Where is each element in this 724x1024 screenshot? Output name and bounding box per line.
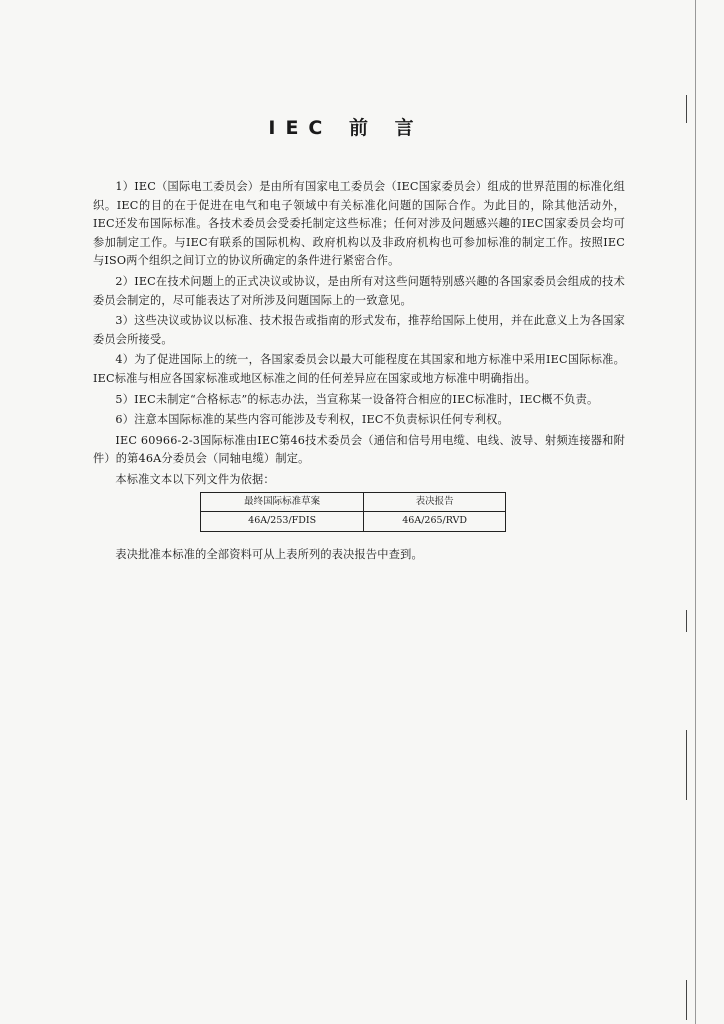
table-header-fdis: 最终国际标准草案 [201, 492, 364, 512]
table-header-rvd: 表决报告 [364, 492, 506, 512]
paragraph-4: 4）为了促进国际上的统一，各国家委员会以最大可能程度在其国家和地方标准中采用IEC国际标准。IEC标准与相应各国家标准或地区标准之间的任何差异应在国家或地方标准中明确指出。 [93, 353, 625, 385]
table-cell-fdis: 46A/253/FDIS [201, 512, 364, 532]
scan-edge-mark [686, 730, 687, 800]
paragraph-3: 3）这些决议或协议以标准、技术报告或指南的形式发布，推荐给国际上使用，并在此意义上为各国家委员会所接受。 [93, 314, 625, 346]
table-header-row [201, 492, 506, 512]
paragraph-5: 5）IEC未制定“合格标志”的标志办法，当宣称某一设备符合相应的IEC标准时，IEC概不负责。 [115, 392, 599, 406]
table-row [201, 512, 506, 532]
foreword-body [93, 178, 625, 566]
closing-paragraph: 表决批准本标准的全部资料可从上表所列的表决报告中查到。 [115, 547, 423, 561]
paragraph-2: 2）IEC在技术问题上的正式决议或协议，是由所有对这些问题特别感兴趣的各国家委员会组成的技术委员会制定的，尽可能表达了对所涉及问题国际上的一致意见。 [93, 274, 625, 307]
table-cell-rvd: 46A/265/RVD [364, 512, 506, 532]
scan-edge-mark [686, 610, 687, 632]
paragraph-7: IEC 60966-2-3国际标准由IEC第46技术委员会（通信和信号用电缆、电线、波导、射频连接器和附件）的第46A分委员会（同轴电缆）制定。 [93, 433, 625, 466]
scan-edge-mark [686, 980, 687, 1020]
page-title: IEC 前 言 [268, 117, 424, 139]
scan-edge-mark [686, 95, 687, 123]
paragraph-1: 1）IEC（国际电工委员会）是由所有国家电工委员会（IEC国家委员会）组成的世界范围的标准化组织。IEC的目的在于促进在电气和电子领域中有关标准化问题的国际合作。为此目的，除其他活动外，IEC还发布国际标准。各技术委员会受委托制定这些标准；任何对涉及问题感兴趣的IEC国家委员会均可参加制定工作。与IEC有联系的国际机构、政府机构以及非政府机构也可参加标准的制定工作。按照IEC与ISO两个组织之间订立的协议所确定的条件进行紧密合作。 [93, 180, 625, 268]
scan-edge-line [695, 0, 696, 1024]
paragraph-6: 6）注意本国际标准的某些内容可能涉及专利权，IEC不负责标识任何专利权。 [115, 413, 509, 427]
table-intro: 本标准文本以下列文件为依据： [115, 472, 275, 486]
voting-table [200, 492, 506, 532]
